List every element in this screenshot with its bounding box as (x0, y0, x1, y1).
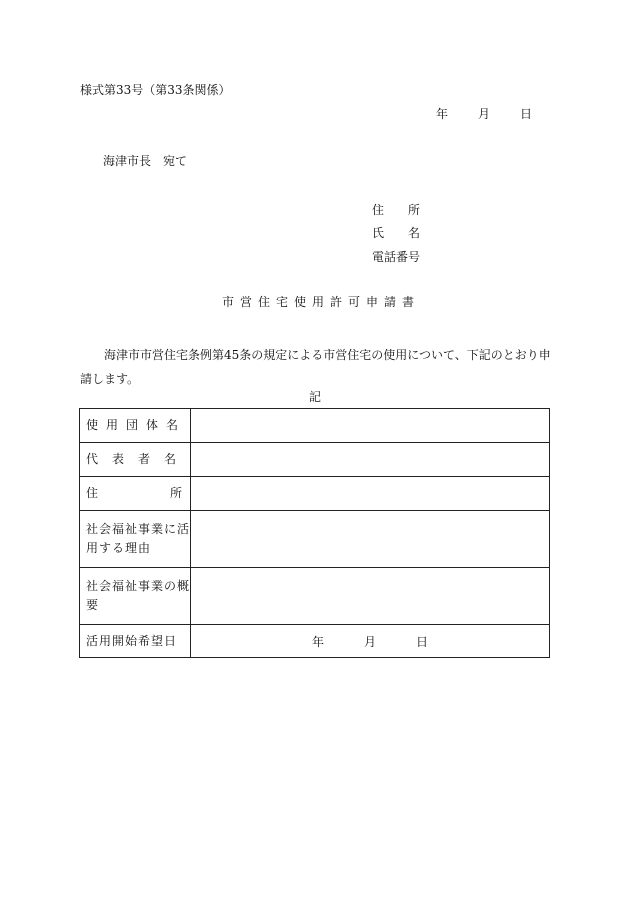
form-number: 様式第33号（第33条関係） (80, 83, 231, 97)
table-row (80, 625, 550, 658)
date-day: 日 (520, 107, 533, 121)
representative-field[interactable] (191, 443, 550, 477)
application-table (79, 408, 550, 658)
applicant-address-label: 住 所 (372, 203, 421, 217)
table-row (80, 511, 550, 568)
summary-field[interactable] (191, 568, 550, 625)
address-label (80, 477, 191, 511)
org-name-label: 使用団体名 (80, 409, 191, 443)
date-month: 月 (478, 107, 491, 121)
submission-date (436, 108, 532, 120)
table-row (80, 568, 550, 625)
document-title: 市営住宅使用許可申請書 (222, 295, 421, 309)
org-name-field[interactable] (191, 409, 550, 443)
table-row (80, 443, 550, 477)
body-text: 海津市市営住宅条例第45条の規定による市営住宅の使用について、下記のとおり申請します。 (80, 348, 551, 386)
start-day: 日 (416, 634, 429, 649)
start-date-field[interactable] (191, 625, 550, 658)
reason-field[interactable] (191, 511, 550, 568)
date-year: 年 (436, 107, 449, 121)
address-label-left: 住 (86, 486, 99, 500)
ki-heading: 記 (309, 390, 322, 404)
addressee: 海津市長 宛て (103, 154, 188, 168)
representative-label: 代表者名 (80, 443, 191, 477)
start-year: 年 (311, 634, 324, 649)
start-month: 月 (363, 634, 376, 649)
address-field[interactable] (191, 477, 550, 511)
reason-label: 社会福祉事業に活用する理由 (80, 511, 191, 568)
applicant-name-label: 氏 名 (372, 226, 421, 240)
table-row (80, 477, 550, 511)
start-date-label: 活用開始希望日 (80, 625, 191, 658)
applicant-phone-label: 電話番号 (372, 250, 421, 264)
address-label-right: 所 (169, 486, 182, 500)
table-row (80, 409, 550, 443)
summary-label: 社会福祉事業の概要 (80, 568, 191, 625)
